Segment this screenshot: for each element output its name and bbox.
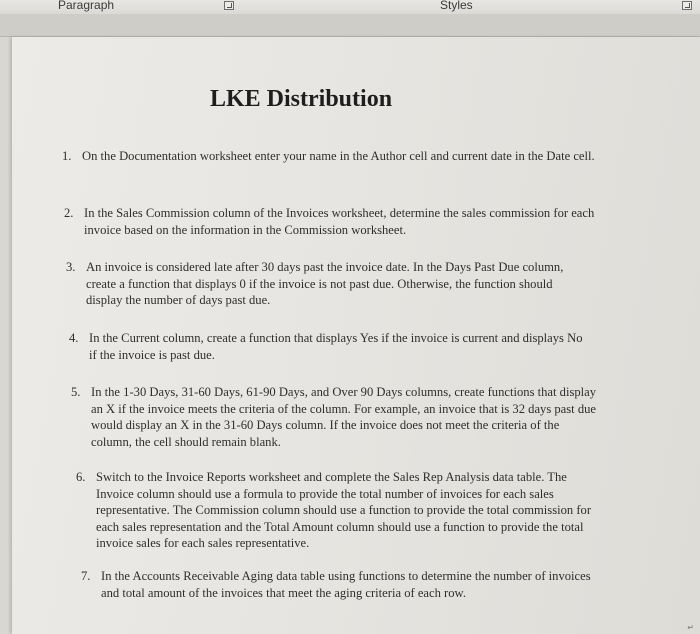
paragraph-dialog-launcher-icon[interactable] (224, 1, 234, 10)
styles-group-label: Styles (440, 0, 473, 12)
list-item-number: 1. (62, 149, 72, 163)
list-item (64, 205, 604, 238)
list-item (66, 259, 586, 309)
list-item-text: In the 1-30 Days, 31-60 Days, 61-90 Days, and Over 90 Days columns, create functions that display an X if the invoice meets the criteria of the column. For example, an invoice that is 32 days past due would display an X in the 31-60 Days column. If the invoice does not meet the criteria of the column, the cell should remain blank. (91, 385, 597, 449)
ruler-area (0, 14, 700, 37)
list-item-text: In the Sales Commission column of the Invoices worksheet, determine the sales commission for each invoice based on the information in the Commission worksheet. (84, 206, 595, 237)
list-item-number: 2. (64, 206, 74, 220)
list-item-number: 3. (66, 260, 76, 274)
list-item (71, 384, 601, 450)
list-item-text: On the Documentation worksheet enter your name in the Author cell and current date in the Date cell. (82, 149, 595, 163)
paragraph-group-label: Paragraph (58, 0, 115, 12)
text-cursor-icon: ↵ (687, 623, 694, 632)
list-item-text: In the Accounts Receivable Aging data table using functions to determine the number of invoices and total amount of the invoices that meet the aging criteria of each row. (101, 569, 591, 600)
list-item-number: 4. (69, 331, 79, 345)
list-item (81, 568, 591, 601)
ribbon-bar (0, 0, 700, 14)
styles-dialog-launcher-icon[interactable] (682, 1, 692, 10)
list-item (69, 330, 589, 363)
list-item-text: An invoice is considered late after 30 days past the invoice date. In the Days Past Due column, create a function that displays 0 if the invoice is not past due. Otherwise, the function should display the number of days past due. (86, 260, 564, 307)
list-item (62, 148, 602, 165)
list-item (76, 469, 596, 552)
list-item-text: In the Current column, create a function that displays Yes if the invoice is current and displays No if the invoice is past due. (89, 331, 583, 362)
list-item-number: 5. (71, 385, 81, 399)
list-item-number: 6. (76, 470, 86, 484)
document-title: LKE Distribution (210, 86, 393, 112)
list-item-number: 7. (81, 569, 91, 583)
list-item-text: Switch to the Invoice Reports worksheet and complete the Sales Rep Analysis data table. The Invoice column should use a formula to provide the total number of invoices for each sales representative. The Commission column should use a function to provide the total commission for each sales representation and the Total Amount column should use a function to provide the total invoice sales for each sales representative. (96, 470, 592, 550)
